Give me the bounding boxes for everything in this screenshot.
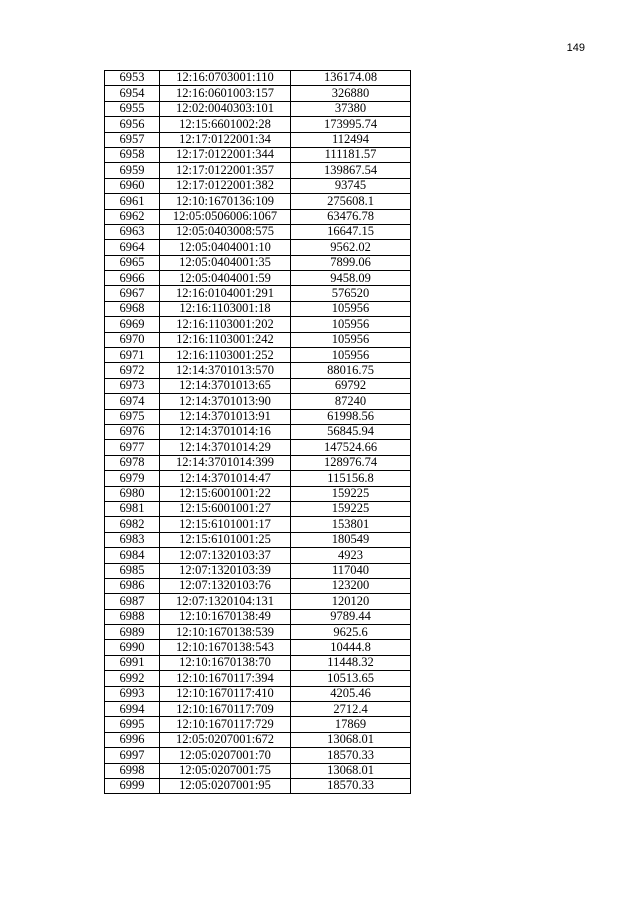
row-number-cell: 6982 [105,517,160,532]
value-cell: 13068.01 [291,732,411,747]
value-cell: 128976.74 [291,455,411,470]
cadastral-number-cell: 12:15:6101001:17 [160,517,291,532]
cadastral-number-cell: 12:15:6601002:28 [160,117,291,132]
table-row [105,424,411,439]
table-row [105,609,411,624]
table-row [105,686,411,701]
row-number-cell: 6969 [105,317,160,332]
value-cell: 139867.54 [291,163,411,178]
cadastral-number-cell: 12:14:3701014:47 [160,471,291,486]
value-cell: 9789.44 [291,609,411,624]
row-number-cell: 6984 [105,548,160,563]
row-number-cell: 6970 [105,332,160,347]
row-number-cell: 6986 [105,578,160,593]
value-cell: 117040 [291,563,411,578]
table-row [105,86,411,101]
row-number-cell: 6958 [105,147,160,162]
row-number-cell: 6979 [105,471,160,486]
row-number-cell: 6973 [105,378,160,393]
value-cell: 10444.8 [291,640,411,655]
cadastral-number-cell: 12:10:1670117:410 [160,686,291,701]
cadastral-number-cell: 12:05:0403008:575 [160,224,291,239]
row-number-cell: 6954 [105,86,160,101]
cadastral-number-cell: 12:17:0122001:357 [160,163,291,178]
table-row [105,578,411,593]
row-number-cell: 6975 [105,409,160,424]
table-row [105,71,411,86]
row-number-cell: 6960 [105,178,160,193]
value-cell: 105956 [291,301,411,316]
table-row [105,532,411,547]
row-number-cell: 6978 [105,455,160,470]
cadastral-number-cell: 12:10:1670117:709 [160,702,291,717]
table-row [105,147,411,162]
table-row [105,394,411,409]
cadastral-number-cell: 12:17:0122001:34 [160,132,291,147]
cadastral-number-cell: 12:14:3701013:90 [160,394,291,409]
value-cell: 61998.56 [291,409,411,424]
value-cell: 180549 [291,532,411,547]
value-cell: 147524.66 [291,440,411,455]
table-row [105,486,411,501]
cadastral-number-cell: 12:10:1670117:394 [160,671,291,686]
value-cell: 10513.65 [291,671,411,686]
value-cell: 16647.15 [291,224,411,239]
value-cell: 159225 [291,501,411,516]
cadastral-number-cell: 12:05:0207001:672 [160,732,291,747]
row-number-cell: 6987 [105,594,160,609]
table-row [105,640,411,655]
row-number-cell: 6961 [105,194,160,209]
value-cell: 111181.57 [291,147,411,162]
value-cell: 9562.02 [291,240,411,255]
cadastral-number-cell: 12:05:0207001:75 [160,763,291,778]
table-row [105,517,411,532]
value-cell: 9625.6 [291,625,411,640]
value-cell: 93745 [291,178,411,193]
cadastral-number-cell: 12:10:1670138:543 [160,640,291,655]
table-row [105,117,411,132]
value-cell: 115156.8 [291,471,411,486]
cadastral-number-cell: 12:14:3701014:16 [160,424,291,439]
value-cell: 159225 [291,486,411,501]
table-row [105,271,411,286]
table-row [105,548,411,563]
value-cell: 18570.33 [291,778,411,793]
table-row [105,132,411,147]
value-cell: 105956 [291,348,411,363]
value-cell: 576520 [291,286,411,301]
table-row [105,194,411,209]
table-row [105,702,411,717]
row-number-cell: 6998 [105,763,160,778]
row-number-cell: 6971 [105,348,160,363]
cadastral-number-cell: 12:07:1320103:39 [160,563,291,578]
table-row [105,286,411,301]
table-row [105,732,411,747]
cadastral-number-cell: 12:15:6101001:25 [160,532,291,547]
cadastral-number-cell: 12:15:6001001:27 [160,501,291,516]
value-cell: 18570.33 [291,748,411,763]
value-cell: 13068.01 [291,763,411,778]
row-number-cell: 6955 [105,101,160,116]
cadastral-number-cell: 12:10:1670138:539 [160,625,291,640]
table-row [105,301,411,316]
cadastral-number-cell: 12:05:0207001:95 [160,778,291,793]
row-number-cell: 6981 [105,501,160,516]
row-number-cell: 6966 [105,271,160,286]
cadastral-number-cell: 12:16:1103001:252 [160,348,291,363]
row-number-cell: 6990 [105,640,160,655]
cadastral-number-cell: 12:15:6001001:22 [160,486,291,501]
value-cell: 120120 [291,594,411,609]
table-row [105,455,411,470]
cadastral-number-cell: 12:16:1103001:18 [160,301,291,316]
value-cell: 37380 [291,101,411,116]
value-cell: 105956 [291,332,411,347]
row-number-cell: 6965 [105,255,160,270]
table-row [105,471,411,486]
row-number-cell: 6962 [105,209,160,224]
table-body [105,71,411,794]
value-cell: 7899.06 [291,255,411,270]
table-row [105,317,411,332]
value-cell: 88016.75 [291,363,411,378]
table-row [105,671,411,686]
row-number-cell: 6992 [105,671,160,686]
row-number-cell: 6976 [105,424,160,439]
row-number-cell: 6996 [105,732,160,747]
cadastral-number-cell: 12:14:3701013:91 [160,409,291,424]
data-table [104,70,411,794]
value-cell: 4205.46 [291,686,411,701]
table-row [105,625,411,640]
cadastral-number-cell: 12:14:3701014:399 [160,455,291,470]
value-cell: 9458.09 [291,271,411,286]
value-cell: 17869 [291,717,411,732]
table-row [105,255,411,270]
table-row [105,440,411,455]
value-cell: 56845.94 [291,424,411,439]
row-number-cell: 6957 [105,132,160,147]
table-row [105,224,411,239]
value-cell: 136174.08 [291,71,411,86]
cadastral-number-cell: 12:16:1103001:202 [160,317,291,332]
table-row [105,409,411,424]
cadastral-number-cell: 12:14:3701013:65 [160,378,291,393]
table-row [105,748,411,763]
value-cell: 123200 [291,578,411,593]
row-number-cell: 6980 [105,486,160,501]
table-row [105,778,411,793]
cadastral-number-cell: 12:05:0404001:10 [160,240,291,255]
row-number-cell: 6988 [105,609,160,624]
value-cell: 275608.1 [291,194,411,209]
value-cell: 112494 [291,132,411,147]
row-number-cell: 6985 [105,563,160,578]
row-number-cell: 6999 [105,778,160,793]
cadastral-number-cell: 12:05:0404001:59 [160,271,291,286]
cadastral-number-cell: 12:14:3701013:570 [160,363,291,378]
row-number-cell: 6959 [105,163,160,178]
value-cell: 63476.78 [291,209,411,224]
row-number-cell: 6983 [105,532,160,547]
page-number: 149 [566,42,585,54]
row-number-cell: 6956 [105,117,160,132]
table-row [105,163,411,178]
table-row [105,763,411,778]
value-cell: 326880 [291,86,411,101]
cadastral-number-cell: 12:16:0703001:110 [160,71,291,86]
cadastral-number-cell: 12:16:0104001:291 [160,286,291,301]
row-number-cell: 6994 [105,702,160,717]
row-number-cell: 6995 [105,717,160,732]
table-row [105,378,411,393]
cadastral-number-cell: 12:10:1670136:109 [160,194,291,209]
row-number-cell: 6968 [105,301,160,316]
table-row [105,594,411,609]
cadastral-number-cell: 12:02:0040303:101 [160,101,291,116]
cadastral-number-cell: 12:17:0122001:344 [160,147,291,162]
row-number-cell: 6977 [105,440,160,455]
table-row [105,655,411,670]
cadastral-number-cell: 12:16:1103001:242 [160,332,291,347]
row-number-cell: 6991 [105,655,160,670]
value-cell: 173995.74 [291,117,411,132]
cadastral-number-cell: 12:10:1670138:49 [160,609,291,624]
value-cell: 105956 [291,317,411,332]
row-number-cell: 6953 [105,71,160,86]
table-row [105,717,411,732]
value-cell: 4923 [291,548,411,563]
cadastral-number-cell: 12:05:0506006:1067 [160,209,291,224]
cadastral-number-cell: 12:05:0207001:70 [160,748,291,763]
cadastral-number-cell: 12:17:0122001:382 [160,178,291,193]
cadastral-number-cell: 12:07:1320104:131 [160,594,291,609]
cadastral-number-cell: 12:10:1670117:729 [160,717,291,732]
row-number-cell: 6993 [105,686,160,701]
row-number-cell: 6989 [105,625,160,640]
table-row [105,348,411,363]
value-cell: 2712.4 [291,702,411,717]
cadastral-number-cell: 12:07:1320103:37 [160,548,291,563]
value-cell: 87240 [291,394,411,409]
cadastral-number-cell: 12:05:0404001:35 [160,255,291,270]
cadastral-number-cell: 12:07:1320103:76 [160,578,291,593]
cadastral-number-cell: 12:16:0601003:157 [160,86,291,101]
cadastral-number-cell: 12:14:3701014:29 [160,440,291,455]
table-row [105,563,411,578]
table-row [105,209,411,224]
table-row [105,240,411,255]
table-row [105,332,411,347]
cadastral-number-cell: 12:10:1670138:70 [160,655,291,670]
row-number-cell: 6963 [105,224,160,239]
table-row [105,501,411,516]
row-number-cell: 6997 [105,748,160,763]
row-number-cell: 6964 [105,240,160,255]
value-cell: 11448.32 [291,655,411,670]
value-cell: 69792 [291,378,411,393]
row-number-cell: 6972 [105,363,160,378]
table-row [105,178,411,193]
row-number-cell: 6974 [105,394,160,409]
value-cell: 153801 [291,517,411,532]
table-row [105,363,411,378]
table-row [105,101,411,116]
row-number-cell: 6967 [105,286,160,301]
